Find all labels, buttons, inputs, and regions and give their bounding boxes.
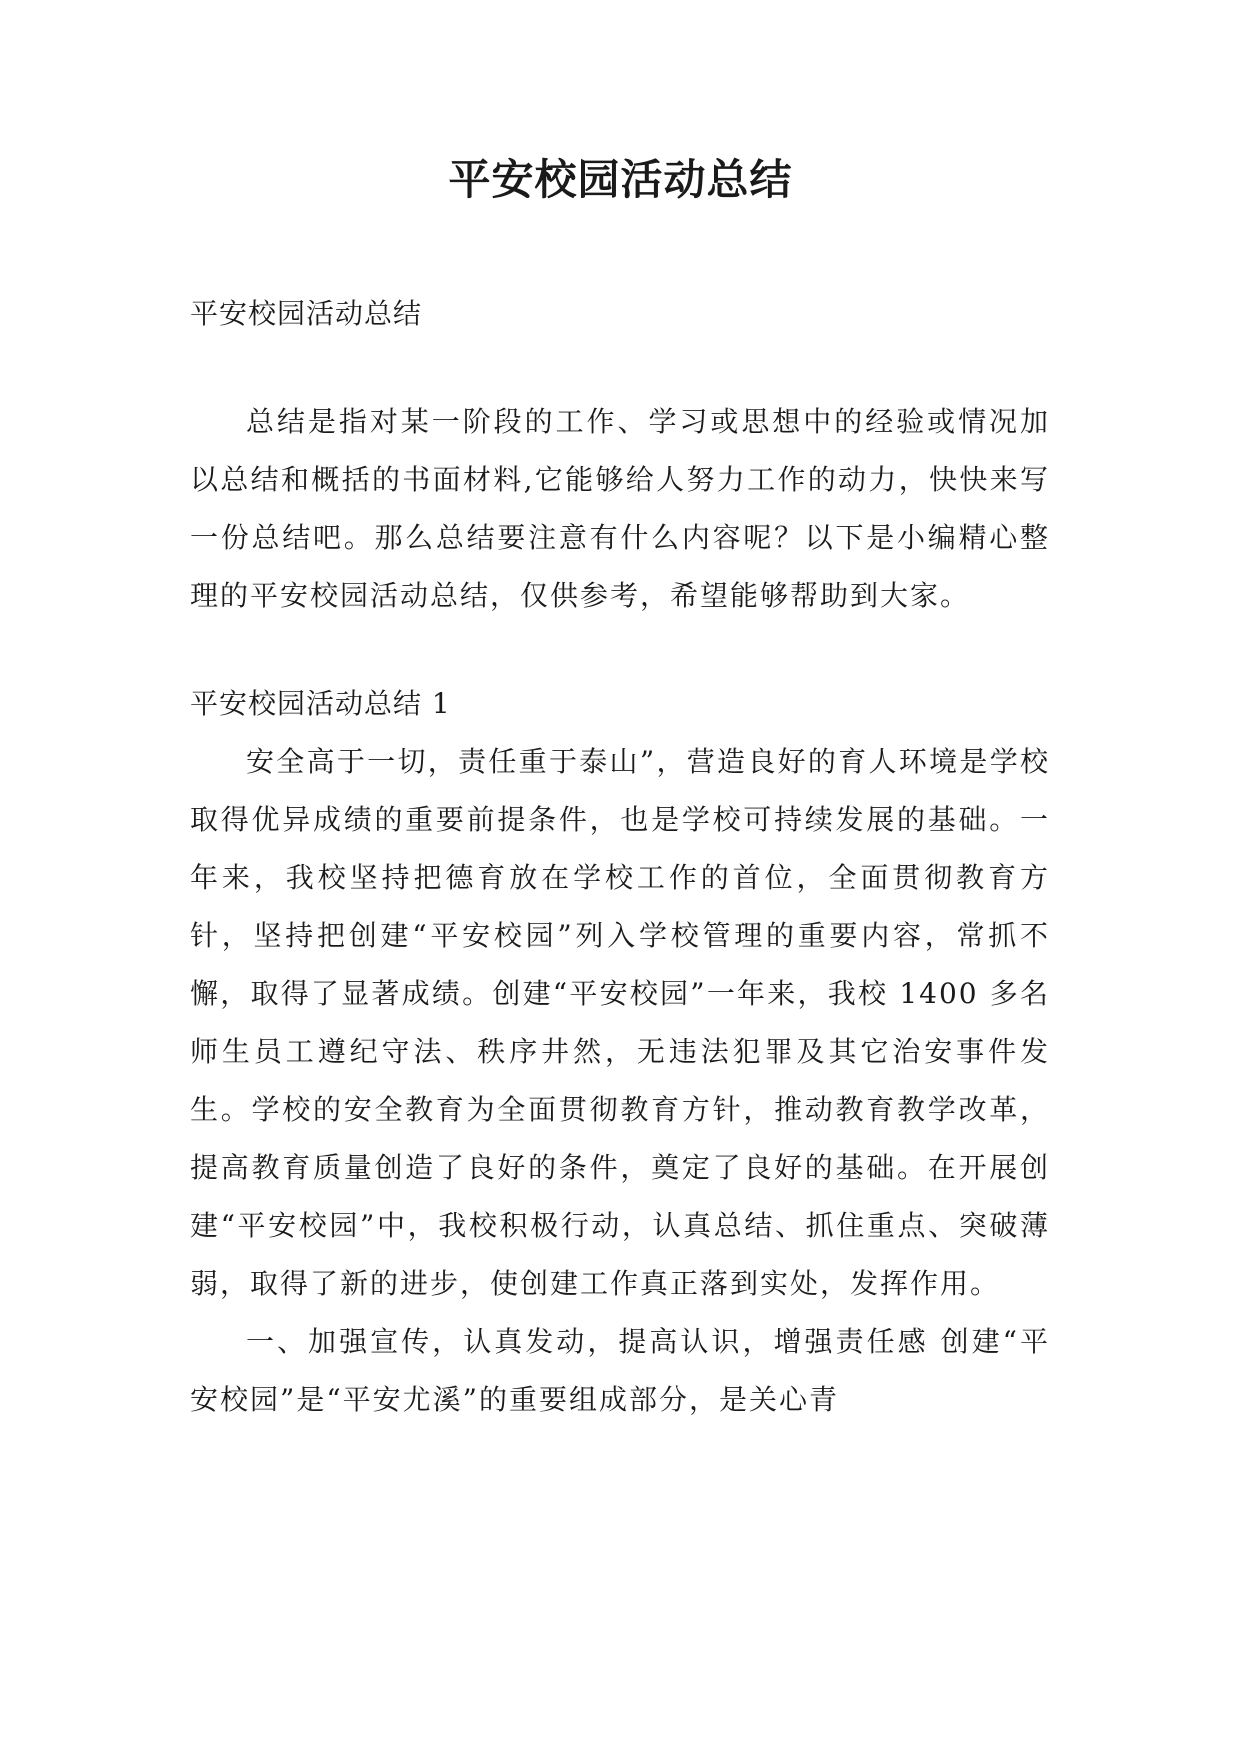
section-1-paragraph-2: 一、加强宣传，认真发动，提高认识，增强责任感 创建“平安校园”是“平安尤溪”的重要组成部分，是关心青 [190,1325,1050,1416]
document-title: 平安校园活动总结 [448,155,793,204]
document-subtitle: 平安校园活动总结 [190,297,423,330]
document-body [190,285,1050,1429]
section-1-heading: 平安校园活动总结 1 [190,687,451,720]
intro-paragraph: 总结是指对某一阶段的工作、学习或思想中的经验或情况加以总结和概括的书面材料,它能够给人努力工作的动力，快快来写一份总结吧。那么总结要注意有什么内容呢？以下是小编精心整理的平安校园活动总结，仅供参考，希望能够帮助到大家。 [190,405,1050,612]
section-1-paragraph-1: 安全高于一切，责任重于泰山”，营造良好的育人环境是学校取得优异成绩的重要前提条件，也是学校可持续发展的基础。一年来，我校坚持把德育放在学校工作的首位，全面贯彻教育方针，坚持把创建“平安校园”列入学校管理的重要内容，常抓不懈，取得了显著成绩。创建“平安校园”一年来，我校 1400 多名师生员工遵纪守法、秩序井然，无违法犯罪及其它治安事件发生。学校的安全教育为全面贯彻教育方针，推动教育教学改革，提高教育质量创造了良好的条件，奠定了良好的基础。在开展创建“平安校园”中，我校积极行动，认真总结、抓住重点、突破薄弱，取得了新的进步，使创建工作真正落到实处，发挥作用。 [190,745,1050,1300]
